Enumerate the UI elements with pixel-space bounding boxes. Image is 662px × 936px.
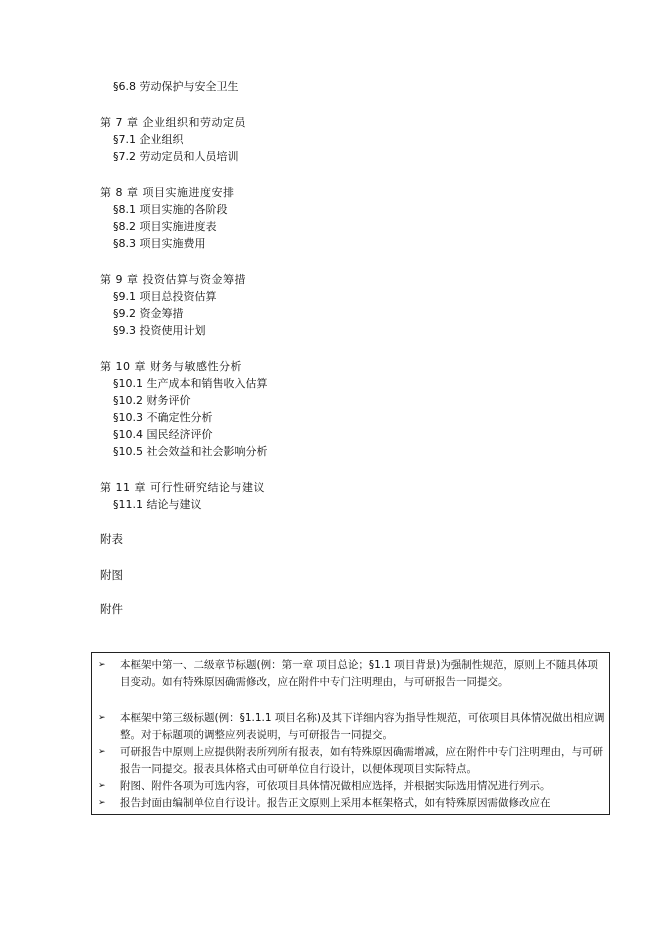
note-text: 可研报告中原则上应提供附表所列所有报表，如有特殊原因确需增减，应在附件中专门注明理由，与可研报告一同提交。报表具体格式由可研单位自行设计，以便体现项目实际特点。 [120,746,603,775]
section-6-8: §6.8 劳动保护与安全卫生 [113,80,239,93]
chapter-9-title: 第 9 章 投资估算与资金筹措 [100,273,246,286]
appendix-tables: 附表 [100,532,123,546]
arrow-bullet-icon: ➢ [98,798,106,808]
section-8-3: §8.3 项目实施费用 [113,237,206,250]
chapter-7-title: 第 7 章 企业组织和劳动定员 [100,116,246,129]
appendix-figures: 附图 [100,568,123,582]
chapter-11-title: 第 11 章 可行性研究结论与建议 [100,481,265,494]
section-8-2: §8.2 项目实施进度表 [113,220,217,233]
chapter-8-title: 第 8 章 项目实施进度安排 [100,186,235,199]
note-text: 报告封面由编制单位自行设计。报告正文原则上采用本框架格式，如有特殊原因需做修改应在 [120,797,551,809]
note-text: 附图、附件各项为可选内容，可依项目具体情况做相应选择，并根据实际选用情况进行列示。 [120,780,551,792]
section-10-2: §10.2 财务评价 [113,394,191,407]
section-9-2: §9.2 资金筹措 [113,307,184,320]
arrow-bullet-icon: ➢ [98,660,106,670]
section-10-4: §10.4 国民经济评价 [113,428,213,441]
arrow-bullet-icon: ➢ [98,781,106,791]
section-10-5: §10.5 社会效益和社会影响分析 [113,445,268,458]
section-7-1: §7.1 企业组织 [113,133,184,146]
section-7-2: §7.2 劳动定员和人员培训 [113,150,239,163]
chapter-10-title: 第 10 章 财务与敏感性分析 [100,360,242,373]
section-11-1: §11.1 结论与建议 [113,498,202,511]
notes-box [91,652,610,815]
section-9-3: §9.3 投资使用计划 [113,324,206,337]
section-8-1: §8.1 项目实施的各阶段 [113,203,228,216]
section-9-1: §9.1 项目总投资估算 [113,290,217,303]
arrow-bullet-icon: ➢ [98,713,106,723]
arrow-bullet-icon: ➢ [98,747,106,757]
section-10-3: §10.3 不确定性分析 [113,411,213,424]
attachments: 附件 [100,602,123,616]
note-text: 本框架中第一、二级章节标题(例：第一章 项目总论；§1.1 项目背景)为强制性规范，原则上不随具体项目变动。如有特殊原因确需修改，应在附件中专门注明理由，与可研报告一同提交。 [120,659,598,688]
section-10-1: §10.1 生产成本和销售收入估算 [113,377,268,390]
note-text: 本框架中第三级标题(例：§1.1.1 项目名称)及其下详细内容为指导性规范，可依项目具体情况做出相应调整。对于标题项的调整应列表说明，与可研报告一同提交。 [120,712,605,741]
